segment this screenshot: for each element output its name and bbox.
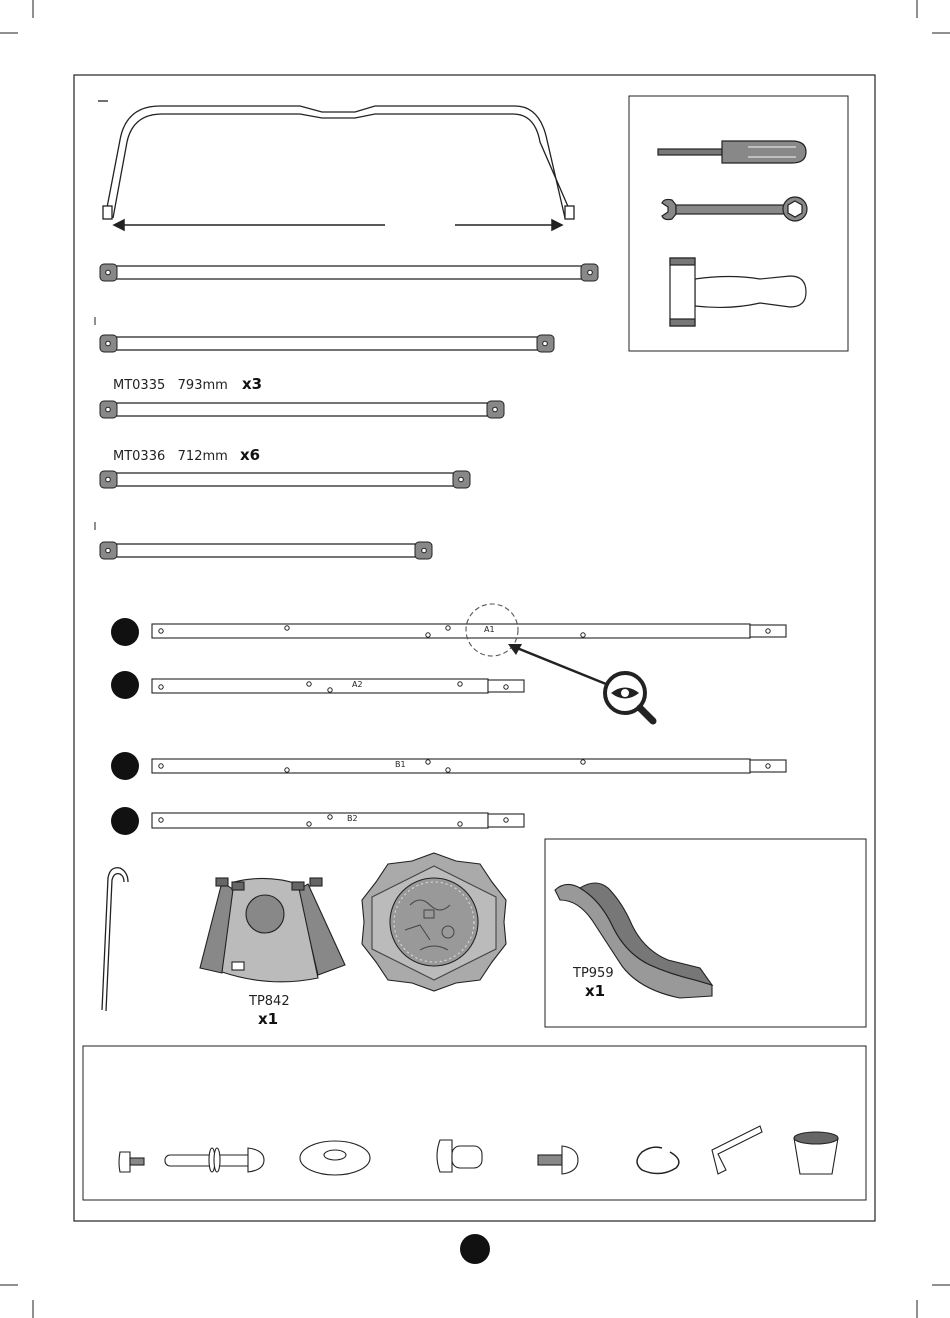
magnifier-icon <box>508 644 653 721</box>
arch-tube <box>98 101 574 219</box>
arch-dimension-arrow <box>114 220 562 230</box>
panel-marker-a1: A1 <box>484 625 495 634</box>
panel-marker-a2: A2 <box>352 680 363 689</box>
tube-spec-1-qty: x3 <box>242 375 263 393</box>
tube-5 <box>100 542 432 559</box>
panel-2 <box>111 671 524 699</box>
tube-1 <box>100 264 598 281</box>
washer-icon <box>300 1141 370 1175</box>
panel-1 <box>111 604 786 656</box>
tube-2 <box>100 335 554 352</box>
tent-code: TP842 <box>249 994 290 1009</box>
slide-code: TP959 <box>573 966 614 981</box>
tube-spec-2: MT0336 712mm <box>113 449 228 464</box>
tube-4 <box>100 471 470 488</box>
tube-spec-2-qty: x6 <box>240 446 261 464</box>
panel-3 <box>111 752 786 780</box>
tent-qty: x1 <box>258 1010 279 1028</box>
panel-marker-b2: B2 <box>347 814 358 823</box>
tube-spec-1: MT0335 793mm <box>113 378 228 393</box>
tools-box <box>629 96 848 351</box>
tube-3 <box>100 401 504 418</box>
panel-marker-b1: B1 <box>395 760 406 769</box>
sandpit-cover-icon <box>362 853 506 991</box>
tent-icon <box>200 878 345 982</box>
slide-qty: x1 <box>585 982 606 1000</box>
cup-cap-icon <box>794 1132 838 1174</box>
hardware-box <box>83 1046 866 1200</box>
page-number-dot <box>460 1234 490 1264</box>
ground-stake-icon <box>102 868 128 1011</box>
panel-4 <box>111 807 524 835</box>
